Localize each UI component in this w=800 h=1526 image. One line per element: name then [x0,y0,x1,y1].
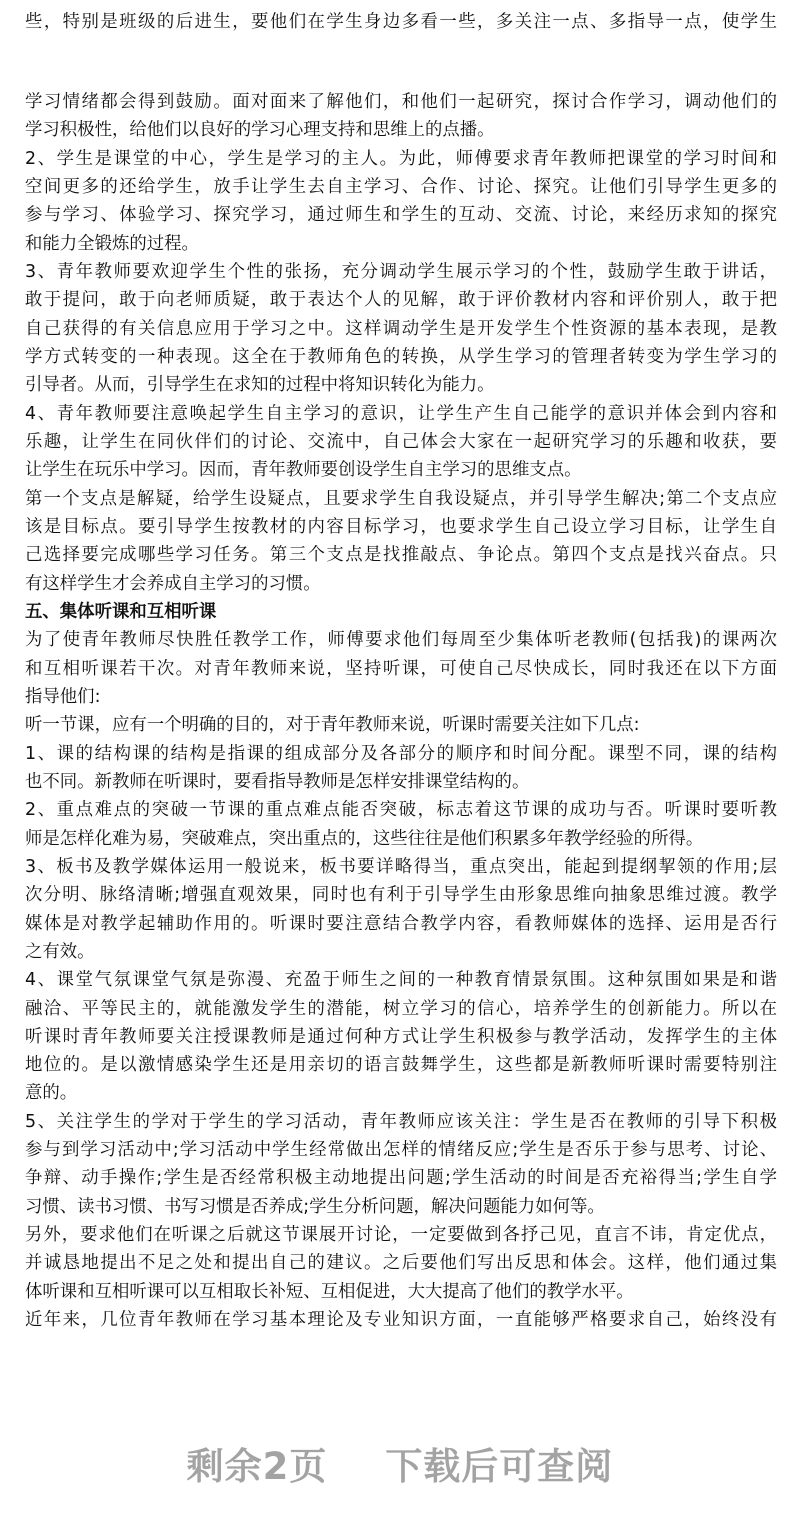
text-line: 些，特别是班级的后进生，要他们在学生身边多看一些，多关注一点、多指导一点，使学生 [25,12,777,33]
text-line: 3、板书及教学媒体运用一般说来，板书要详略得当，重点突出，能起到提纲挈领的作用;层 [25,856,777,877]
text-line: 意的。 [25,1083,78,1104]
paragraph [25,1221,777,1306]
text-line: 争辩、动手操作;学生是否经常积极主动地提出问题;学生活动的时间是否充裕得当;学生自学 [25,1168,777,1189]
text-line: 听课时青年教师要关注授课教师是通过何种方式让学生积极参与教学活动，发挥学生的主体 [25,1026,777,1047]
text-line: 师是怎样化难为易，突破难点，突出重点的，这些往往是他们积累多年教学经验的所得。 [25,828,704,849]
text-line: 3、青年教师要欢迎学生个性的张扬，充分调动学生展示学习的个性，鼓励学生敢于讲话， [25,261,777,282]
paragraph [25,1108,777,1221]
paragraph [25,1306,777,1334]
text-line: 2、重点难点的突破一节课的重点难点能否突破，标志着这节课的成功与否。听课时要听教 [25,800,777,821]
text-line: 4、青年教师要注意唤起学生自主学习的意识，让学生产生自己能学的意识并体会到内容和 [25,403,777,424]
paragraph [25,740,777,797]
text-line: 敢于提问，敢于向老师质疑，敢于表达个人的见解，敢于评价教材内容和评价别人，敢于把 [25,290,777,311]
text-line: 体听课和互相听课可以互相取长补短、互相促进，大大提高了他们的教学水平。 [25,1281,634,1302]
text-line: 学方式转变的一种表现。这全在于教师角色的转换，从学生学习的管理者转变为学生学习的 [25,346,777,367]
paragraph [25,853,777,966]
text-line: 4、课堂气氛课堂气氛是弥漫、充盈于师生之间的一种教育情景氛围。这种氛围如果是和谐 [25,970,777,991]
text-line: 并诚恳地提出不足之处和提出自己的建议。之后要他们写出反思和体会。这样，他们通过集 [25,1253,777,1274]
remaining-pages-text: 剩余2页 [186,1445,328,1488]
text-line: 有这样学生才会养成自主学习的习惯。 [25,573,321,594]
text-line: 引导者。从而，引导学生在求知的过程中将知识转化为能力。 [25,375,495,396]
paragraph [25,711,777,739]
text-line: 参与到学习活动中;学习活动中学生经常做出怎样的情绪反应;学生是否乐于参与思考、讨论、 [25,1140,777,1161]
section-heading [25,598,777,626]
text-line: 学习积极性，给他们以良好的学习心理支持和思维上的点播。 [25,120,495,141]
text-line: 该是目标点。要引导学生按教材的内容目标学习，也要求学生自己设立学习目标，让学生自 [25,516,777,537]
text-line: 和互相听课若干次。对青年教师来说，坚持听课，可使自己尽快成长，同时我还在以下方面 [25,658,777,679]
text-line: 为了使青年教师尽快胜任教学工作，师傅要求他们每周至少集体听老教师(包括我)的课两次 [25,630,777,651]
text-line: 近年来，几位青年教师在学习基本理论及专业知识方面，一直能够严格要求自己，始终没有 [25,1310,777,1331]
top-fragment [25,0,777,37]
text-line: 学习情绪都会得到鼓励。面对面来了解他们，和他们一起研究，探讨合作学习，调动他们的 [25,92,777,112]
paragraph [25,626,777,711]
download-prompt[interactable] [0,1436,800,1490]
text-line: 习惯、读书习惯、书写习惯是否养成;学生分析问题，解决问题能力如何等。 [25,1196,605,1217]
paragraph [25,258,777,400]
text-line: 也不同。新教师在听课时，要看指导教师是怎样安排课堂结构的。 [25,771,530,792]
download-to-view-text[interactable]: 下载后可查阅 [385,1445,614,1488]
paragraph [25,88,777,145]
paragraph [25,796,777,853]
text-line: 之有效。 [25,941,95,962]
text-line: 让学生在玩乐中学习。因而，青年教师要创设学生自主学习的思维支点。 [25,460,582,481]
text-line: 媒体是对教学起辅助作用的。听课时要注意结合教学内容，看教师媒体的选择、运用是否行 [25,913,777,934]
text-line: 参与学习、体验学习、探究学习，通过师生和学生的互动、交流、讨论，来经历求知的探究 [25,205,777,226]
text-line: 指导他们: [25,686,101,707]
text-line: 和能力全锻炼的过程。 [25,233,199,254]
paragraph [25,8,777,36]
paragraph [25,145,777,258]
paragraph [25,966,777,1108]
text-line: 空间更多的还给学生，放手让学生去自主学习、合作、讨论、探究。让他们引导学生更多的 [25,176,777,197]
text-line: 乐趣，让学生在同伙伴们的讨论、交流中，自己体会大家在一起研究学习的乐趣和收获，要 [25,431,777,452]
text-line: 第一个支点是解疑，给学生设疑点，且要求学生自我设疑点，并引导学生解决;第二个支点应 [25,488,777,509]
text-line: 五、集体听课和互相听课 [25,601,217,622]
text-line: 地位的。是以激情感染学生还是用亲切的语言鼓舞学生，这些都是新教师听课时需要特别注 [25,1055,777,1076]
text-line: 自己获得的有关信息应用于学习之中。这样调动学生是开发学生个性资源的基本表现，是教 [25,318,777,339]
text-line: 融洽、平等民主的，就能激发学生的潜能，树立学习的信心，培养学生的创新能力。所以在 [25,998,777,1019]
paragraph [25,485,777,598]
text-line: 听一节课，应有一个明确的目的，对于青年教师来说，听课时需要关注如下几点: [25,715,640,736]
cut-off-line [25,0,777,8]
paragraph [25,400,777,485]
text-line: 次分明、脉络清晰;增强直观效果，同时也有利于引导学生由形象思维向抽象思维过渡。教学 [25,885,777,906]
text-line: 2、学生是课堂的中心，学生是学习的主人。为此，师傅要求青年教师把课堂的学习时间和 [25,148,777,169]
document-body [25,88,777,1334]
text-line: 5、关注学生的学对于学生的学习活动，青年教师应该关注：学生是否在教师的引导下积极 [25,1111,777,1132]
text-line: 己选择要完成哪些学习任务。第三个支点是找推敲点、争论点。第四个支点是找兴奋点。只 [25,545,777,566]
text-line: 1、课的结构课的结构是指课的组成部分及各部分的顺序和时间分配。课型不同，课的结构 [25,743,777,764]
text-line: 另外，要求他们在听课之后就这节课展开讨论，一定要做到各抒己见，直言不讳，肯定优点， [25,1225,777,1246]
